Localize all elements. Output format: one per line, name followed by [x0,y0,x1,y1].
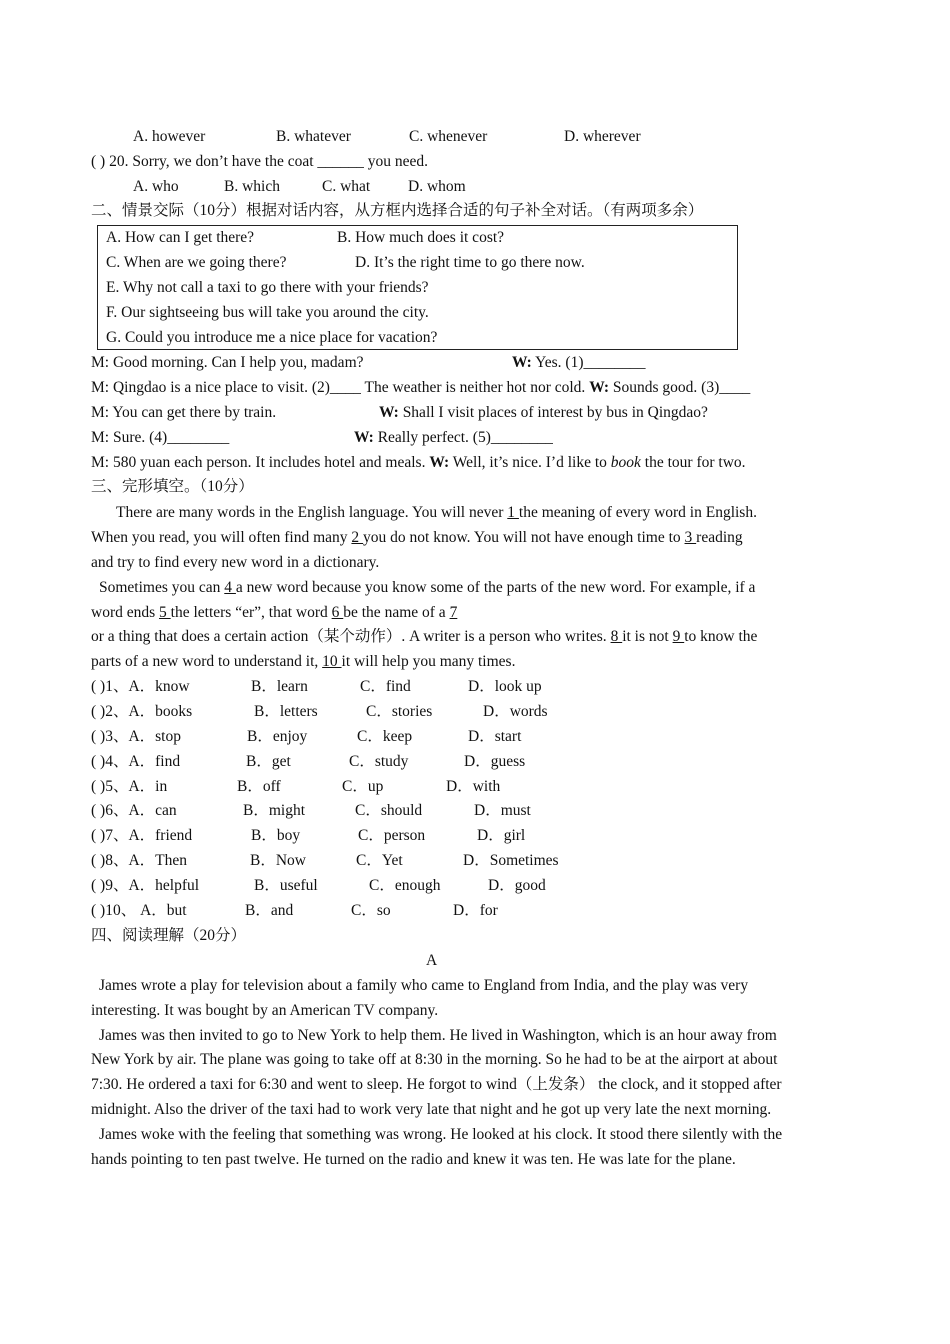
dialog-1-w [512,354,646,372]
cloze-text: it is not [622,628,673,645]
passage-line-7: James woke with the feeling that something was wrong. He looked at his clock. It stood there silently with the [99,1126,783,1143]
q20-option-b: B. which [224,178,280,195]
cloze-line-1 [116,504,757,522]
cloze-text: When you read, you will often find many [91,529,352,546]
choice-8-b: B．Now [250,852,306,869]
speaker-w: W: [379,404,399,421]
dialog-1-w-text: Yes. (1)________ [531,354,646,371]
passage-line-2: interesting. It was bought by an American TV company. [91,1002,439,1019]
choice-7-c: C．person [358,827,426,844]
choice-6-c: C．should [355,802,423,819]
section3-heading: 三、完形填空。（10分） [91,478,254,495]
dialog-4-m: M: Sure. (4)________ [91,429,230,446]
cloze-text: reading [696,529,743,546]
dialog-5 [91,454,746,472]
speaker-w: W: [354,429,374,446]
q20-option-c: C. what [322,178,371,195]
speaker-w: W: [512,354,532,371]
choice-2-a: ( )2、A．books [91,703,193,720]
box-option-a: A. How can I get there? [106,229,255,246]
blank-8: 8 [610,628,623,645]
dialog-2-w-text: Sounds good. (3)____ [609,379,751,396]
choice-5-c: C．up [342,778,384,795]
dialog-5-w-text-end: the tour for two. [640,454,746,471]
cloze-text: the meaning of every word in English. [518,504,757,521]
speaker-w: W: [429,454,450,471]
q19-option-d: D. wherever [564,128,641,145]
blank-10: 10 [322,653,342,670]
choice-9-a: ( )9、A．helpful [91,877,200,894]
choice-3-d: D．start [468,728,522,745]
choice-9-c: C．enough [369,877,441,894]
choice-7-d: D．girl [477,827,526,844]
choice-9-d: D．good [488,877,546,894]
box-option-c: C. When are we going there? [106,254,287,271]
cloze-text: parts of a new word to understand it, [91,653,323,670]
choice-8-a: ( )8、A．Then [91,852,187,869]
cloze-line-5 [91,604,457,622]
blank-7: 7 [449,604,458,621]
blank-2: 2 [351,529,364,546]
q19-option-b: B. whatever [276,128,351,145]
cloze-text: a new word because you know some of the parts of the new word. For example, if a [235,579,756,596]
passage-line-5: 7:30. He ordered a taxi for 6:30 and went to sleep. He forgot to wind（上发条） the clock, and it stopped after [91,1076,782,1093]
q19-option-c: C. whenever [409,128,488,145]
passage-line-6: midnight. Also the driver of the taxi had to work very late that night and he got up very late the next morning. [91,1101,772,1118]
box-option-e: E. Why not call a taxi to go there with your friends? [106,279,429,296]
cloze-text: be the name of a [343,604,450,621]
choice-1-c: C．find [360,678,411,695]
section4-heading: 四、阅读理解（20分） [91,927,247,944]
dialog-5-m: M: 580 yuan each person. It includes hotel and meals. [91,454,430,471]
cloze-text: the letters “er”, that word [170,604,332,621]
blank-1: 1 [507,504,519,521]
cloze-line-6 [91,628,757,646]
cloze-text: you do not know. You will not have enough time to [363,529,685,546]
dialog-3-w [379,404,708,422]
passage-line-4: New York by air. The plane was going to take off at 8:30 in the morning. So he had to be at the airport at about [91,1051,778,1068]
choice-4-a: ( )4、A．find [91,753,181,770]
cloze-line-7 [91,653,515,671]
blank-9: 9 [672,628,685,645]
cloze-text: There are many words in the English language. You will never [116,504,508,521]
q20-stem: ( ) 20. Sorry, we don’t have the coat ______ you need. [91,153,429,170]
section2-heading: 二、情景交际（10分）根据对话内容，从方框内选择合适的句子补全对话。（有两项多余） [91,202,704,219]
choice-6-d: D．must [474,802,531,819]
choice-7-b: B．boy [251,827,301,844]
passage-title: A [426,952,438,969]
q20-option-d: D. whom [408,178,466,195]
choice-6-b: B．might [243,802,306,819]
dialog-1-m: M: Good morning. Can I help you, madam? [91,354,364,371]
blank-6: 6 [331,604,344,621]
cloze-line-3: and try to find every new word in a dictionary. [91,554,380,571]
cloze-text: word ends [91,604,160,621]
choice-8-d: D．Sometimes [463,852,559,869]
dialog-3-m: M: You can get there by train. [91,404,277,421]
choice-6-a: ( )6、A．can [91,802,177,819]
choice-5-a: ( )5、A．in [91,778,168,795]
choice-4-d: D．guess [464,753,526,770]
passage-line-3: James was then invited to go to New York to help them. He lived in Washington, which is an hour away from [99,1027,777,1044]
choice-7-a: ( )7、A．friend [91,827,193,844]
cloze-line-4 [99,579,755,597]
choice-3-c: C．keep [357,728,413,745]
passage-line-1: James wrote a play for television about a family who came to England from India, and the play was very [99,977,749,994]
choice-2-d: D．words [483,703,548,720]
word-book: book [610,454,641,471]
passage-line-8: hands pointing to ten past twelve. He turned on the radio and knew it was ten. He was late for the plane. [91,1151,736,1168]
choice-8-c: C．Yet [356,852,403,869]
choice-3-a: ( )3、A．stop [91,728,181,745]
q20-option-a: A. who [133,178,179,195]
choice-10-a: ( )10、 A．but [91,902,187,919]
choice-9-b: B．useful [254,877,318,894]
blank-4: 4 [224,579,236,596]
cloze-text: Sometimes you can [99,579,225,596]
cloze-text: or a thing that does a certain action（某个动作）. A writer is a person who writes. [91,628,611,645]
choice-10-c: C．so [351,902,391,919]
choice-2-b: B．letters [254,703,318,720]
choice-4-b: B．get [246,753,291,770]
choice-2-c: C．stories [366,703,433,720]
blank-3: 3 [684,529,697,546]
dialog-4-w [354,429,553,447]
dialog-2 [91,379,750,397]
q19-option-a: A. however [133,128,206,145]
blank-5: 5 [159,604,171,621]
box-option-b: B. How much does it cost? [337,229,505,246]
choice-1-d: D．look up [468,678,542,695]
dialog-2-m: M: Qingdao is a nice place to visit. (2)____ The weather is neither hot nor cold. [91,379,590,396]
dialog-4-w-text: Really perfect. (5)________ [373,429,553,446]
choice-3-b: B．enjoy [247,728,308,745]
choice-4-c: C．study [349,753,409,770]
cloze-text: to know the [684,628,758,645]
box-option-d: D. It’s the right time to go there now. [355,254,585,271]
choice-1-a: ( )1、A．know [91,678,190,695]
cloze-line-2 [91,529,743,547]
dialog-3-w-text: Shall I visit places of interest by bus in Qingdao? [398,404,708,421]
box-option-f: F. Our sightseeing bus will take you around the city. [106,304,429,321]
choice-10-d: D．for [453,902,498,919]
choice-5-d: D．with [446,778,501,795]
cloze-text: it will help you many times. [341,653,516,670]
choice-10-b: B．and [245,902,294,919]
choice-1-b: B．learn [251,678,308,695]
box-option-g: G. Could you introduce me a nice place for vacation? [106,329,438,346]
speaker-w: W: [589,379,609,396]
choice-5-b: B．off [237,778,281,795]
dialog-5-w-text: Well, it’s nice. I’d like to [449,454,611,471]
